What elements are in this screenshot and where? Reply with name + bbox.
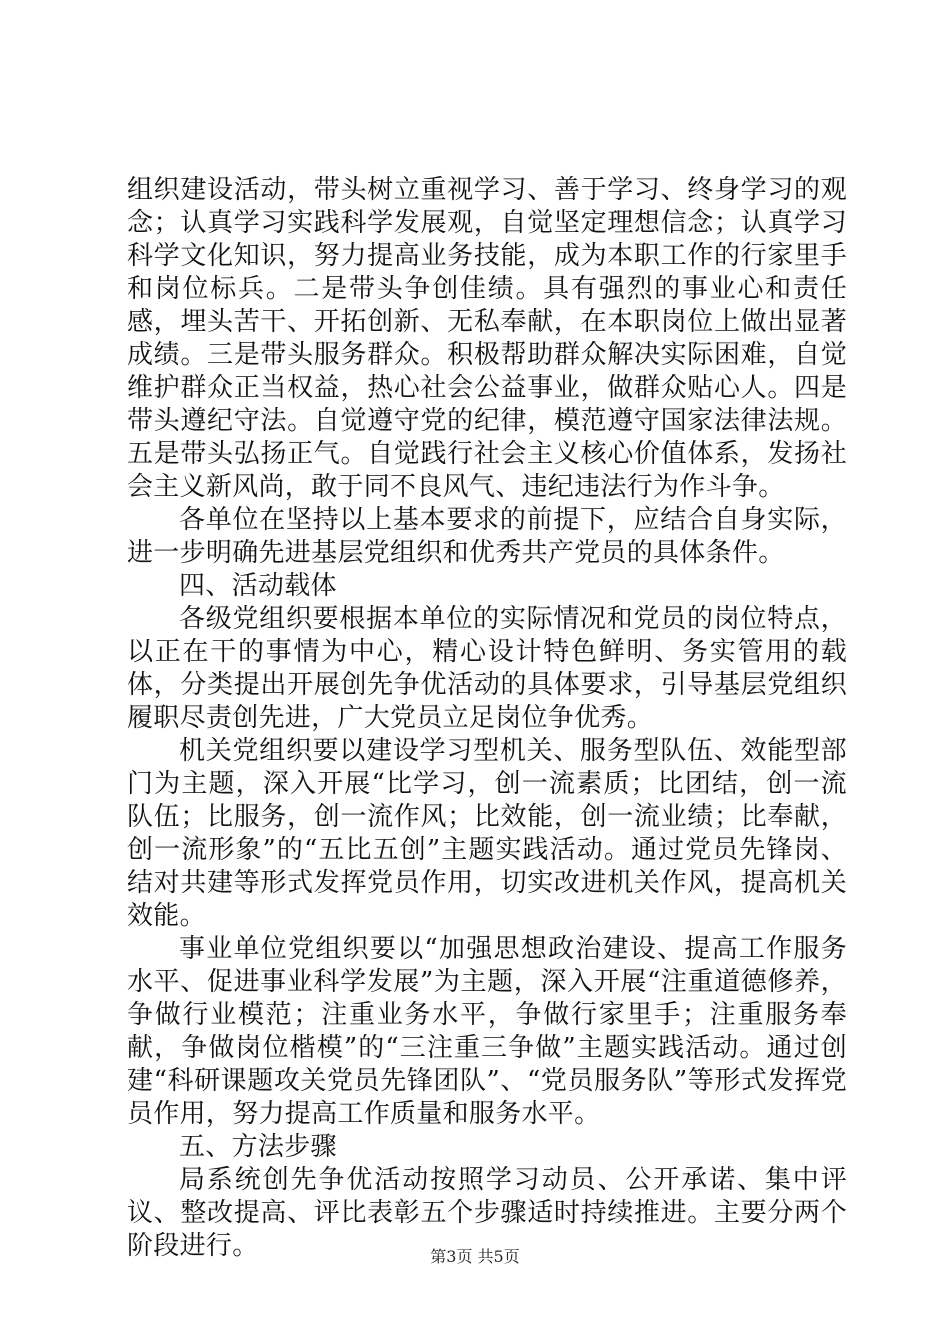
paragraph-public-institutions: 事业单位党组织要以“加强思想政治建设、提高工作服务水平、促进事业科学发展”为主题，深入开展“注重道德修养，争做行业模范；注重业务水平，争做行家里手；注重服务奉献，争做岗位楷模”的“三注重三争做”主题实践活动。通过创建“科研课题攻关党员先锋团队”、“党员服务队”等形式发挥党员作用，努力提高工作质量和服务水平。 xyxy=(127,934,847,1129)
section-heading-activity-carrier: 四、活动载体 xyxy=(179,571,337,601)
page-footer: 第3页 共5页 xyxy=(430,1247,520,1266)
paragraph-steps: 局系统创先争优活动按照学习动员、公开承诺、集中评议、整改提高、评比表彰五个步骤适时持续推进。主要分两个阶段进行。 xyxy=(127,1165,847,1261)
document-body xyxy=(127,174,847,1263)
paragraph-party-organizations: 各级党组织要根据本单位的实际情况和党员的岗位特点，以正在干的事情为中心，精心设计特色鲜明、务实管用的载体，分类提出开展创先争优活动的具体要求，引导基层党组织履职尽责创先进，广大党员立足岗位争优秀。 xyxy=(127,604,847,733)
paragraph-requirements: 各单位在坚持以上基本要求的前提下，应结合自身实际，进一步明确先进基层党组织和优秀共产党员的具体条件。 xyxy=(127,505,847,568)
paragraph-continued: 组织建设活动，带头树立重视学习、善于学习、终身学习的观念；认真学习实践科学发展观，自觉坚定理想信念；认真学习科学文化知识，努力提高业务技能，成为本职工作的行家里手和岗位标兵。二是带头争创佳绩。具有强烈的事业心和责任感，埋头苦干、开拓创新、无私奉献，在本职岗位上做出显著成绩。三是带头服务群众。积极帮助群众解决实际困难，自觉维护群众正当权益，热心社会公益事业，做群众贴心人。四是带头遵纪守法。自觉遵守党的纪律，模范遵守国家法律法规。五是带头弘扬正气。自觉践行社会主义核心价值体系，发扬社会主义新风尚，敢于同不良风气、违纪违法行为作斗争。 xyxy=(127,175,847,502)
paragraph-government-organs: 机关党组织要以建设学习型机关、服务型队伍、效能型部门为主题，深入开展“比学习，创一流素质；比团结，创一流队伍；比服务，创一流作风；比效能，创一流业绩；比奉献，创一流形象”的“五比五创”主题实践活动。通过党员先锋岗、结对共建等形式发挥党员作用，切实改进机关作风，提高机关效能。 xyxy=(127,736,847,931)
section-heading-method-steps: 五、方法步骤 xyxy=(179,1132,337,1162)
